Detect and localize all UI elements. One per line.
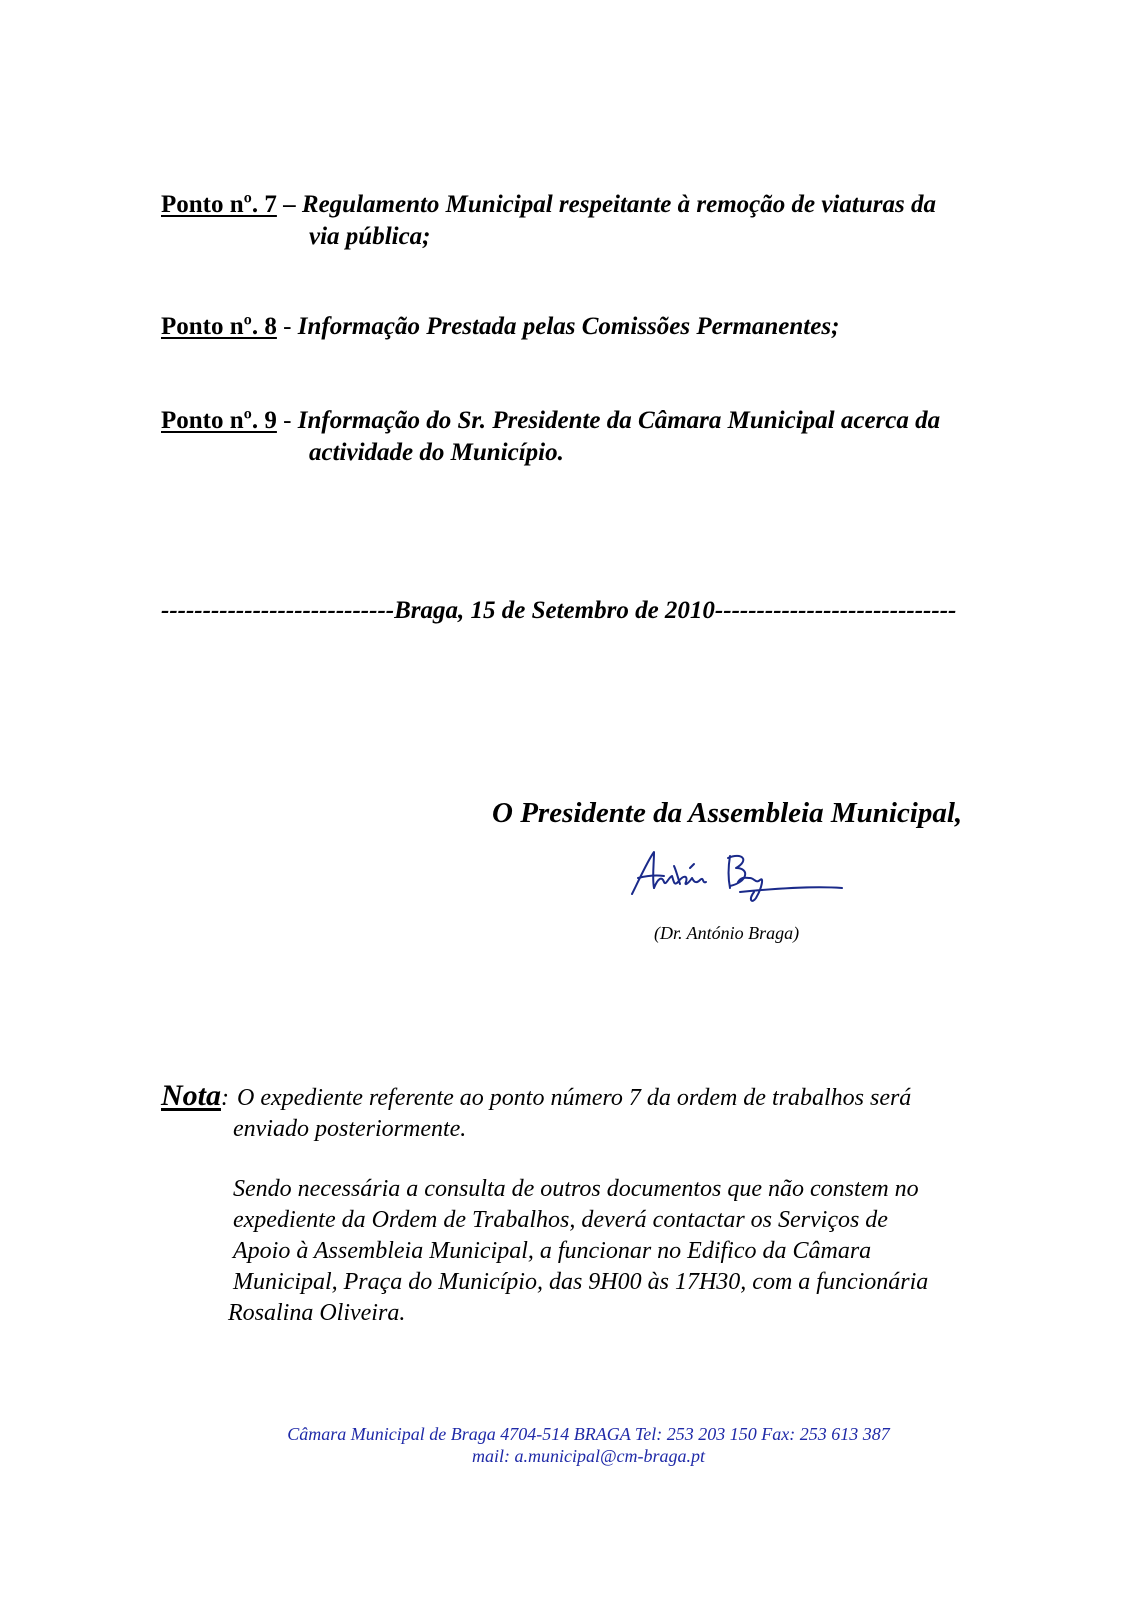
signature-title: O Presidente da Assembleia Municipal,: [492, 797, 963, 829]
handwritten-signature: [630, 848, 845, 918]
note-text-line: Sendo necessária a consulta de outros documentos que não constem no: [233, 1176, 919, 1202]
note-block: [161, 1080, 1061, 1329]
point-label: Ponto nº. 7: [161, 191, 277, 218]
agenda-point-8: [161, 311, 839, 343]
point-text: Regulamento Municipal respeitante à remoção de viaturas da: [301, 191, 936, 218]
point-separator: -: [283, 313, 292, 340]
note-text-line: enviado posteriormente.: [233, 1116, 467, 1142]
note-first-line: [161, 1080, 1061, 1114]
note-text-line: Rosalina Oliveira.: [228, 1300, 406, 1326]
point-text-continuation: actividade do Município.: [309, 439, 564, 466]
note-text-line: Apoio à Assembleia Municipal, a funcionar no Edifico da Câmara: [233, 1238, 872, 1264]
signer-name: (Dr. António Braga): [654, 923, 800, 943]
point-separator: –: [283, 191, 296, 218]
point-label: Ponto nº. 9: [161, 407, 277, 434]
note-colon: :: [221, 1085, 229, 1111]
agenda-point-9: [161, 405, 940, 469]
point-text-continuation: via pública;: [309, 223, 431, 250]
page-footer: [0, 1423, 1131, 1467]
note-text-line: expediente da Ordem de Trabalhos, deverá contactar os Serviços de: [233, 1207, 888, 1233]
agenda-point-7: [161, 189, 936, 253]
footer-address: Câmara Municipal de Braga 4704-514 BRAGA Tel: 253 203 150 Fax: 253 613 387: [287, 1424, 890, 1444]
note-text-line: Municipal, Praça do Município, das 9H00 às 17H30, com a funcionária: [233, 1269, 929, 1295]
point-text: Informação do Sr. Presidente da Câmara Municipal acerca da: [297, 407, 941, 434]
footer-email: mail: a.municipal@cm-braga.pt: [471, 1446, 706, 1466]
point-label: Ponto nº. 8: [161, 313, 277, 340]
note-paragraph-2: [161, 1174, 1061, 1329]
note-text-line: O expediente referente ao ponto número 7 da ordem de trabalhos será: [237, 1085, 912, 1111]
date-line: ----------------------------Braga, 15 de Setembro de 2010-----------------------------: [161, 597, 957, 624]
note-label: Nota: [161, 1079, 221, 1112]
point-text: Informação Prestada pelas Comissões Permanentes;: [297, 313, 840, 340]
point-separator: -: [283, 407, 292, 434]
